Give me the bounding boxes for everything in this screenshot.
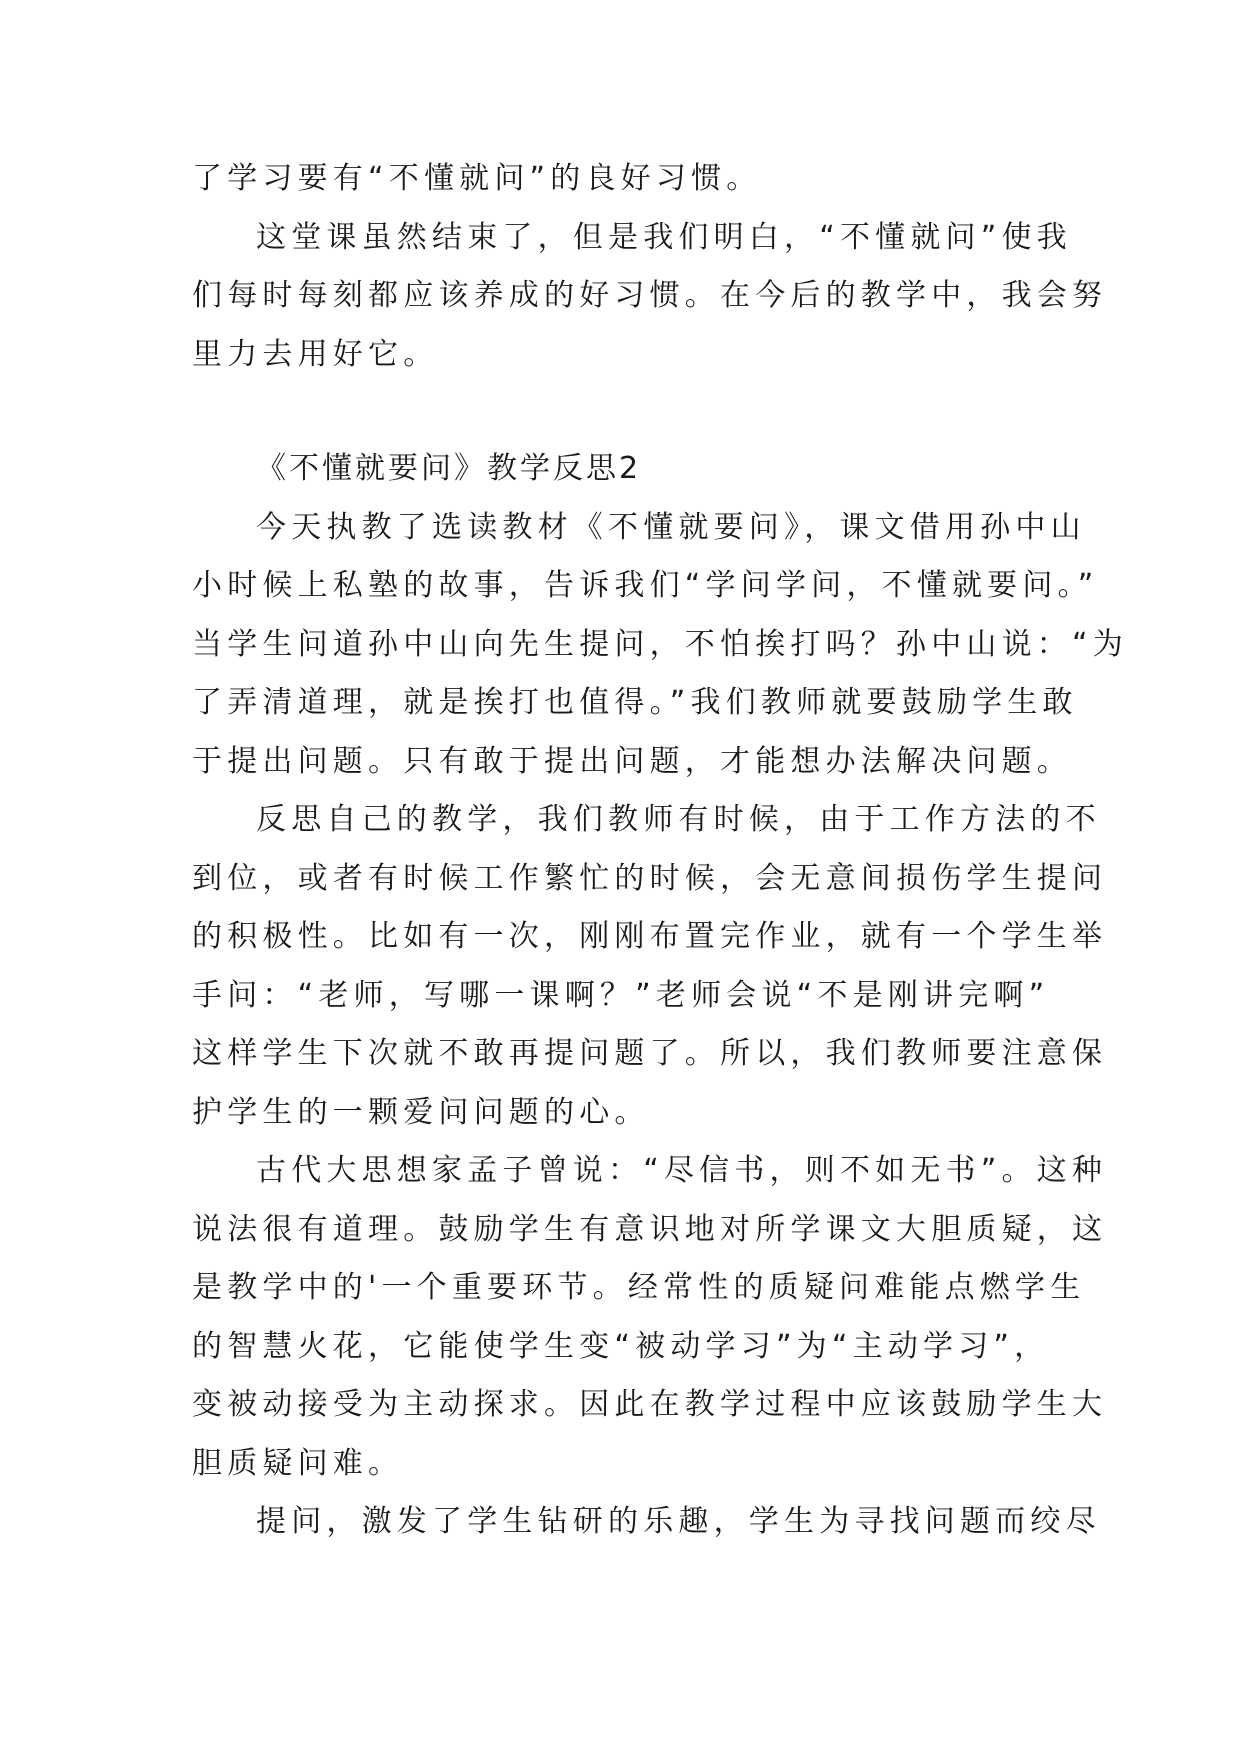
text-line: 变被动接受为主动探求。因此在教学过程中应该鼓励学生大 bbox=[192, 1387, 1108, 1422]
text-line: 手问：“老师，写哪一课啊？”老师会说“不是刚讲完啊” bbox=[192, 977, 1050, 1013]
text-line: 提问，激发了学生钻研的乐趣，学生为寻找问题而绞尽 bbox=[256, 1504, 1101, 1539]
text-line: 里力去用好它。 bbox=[192, 336, 439, 372]
paragraph-3 bbox=[192, 499, 1128, 792]
section-heading: 《不懂就要问》教学反思2 bbox=[256, 451, 642, 486]
text-line: 的智慧火花，它能使学生变“被动学习”为“主动学习”， bbox=[192, 1328, 1050, 1364]
paragraph-1 bbox=[192, 150, 1064, 209]
paragraph-6 bbox=[192, 1493, 1101, 1552]
text-line: 胆质疑问难。 bbox=[192, 1445, 404, 1481]
text-line: 当学生问道孙中山向先生提问，不怕挨打吗？孙中山说：“为 bbox=[192, 626, 1128, 662]
paragraph-5 bbox=[192, 1142, 1108, 1493]
text-line: 说法很有道理。鼓励学生有意识地对所学课文大胆质疑，这 bbox=[192, 1211, 1108, 1247]
text-line: 是教学中的'一个重要环节。经常性的质疑问难能点燃学生 bbox=[192, 1270, 1086, 1305]
text-line: 今天执教了选读教材《不懂就要问》，课文借用孙中山 bbox=[256, 509, 1086, 545]
text-line: 到位，或者有时候工作繁忙的时候，会无意间损伤学生提问 bbox=[192, 860, 1108, 896]
text-line: 了弄清道理，就是挨打也值得。”我们教师就要鼓励学生敢 bbox=[192, 685, 1078, 720]
text-line: 反思自己的教学，我们教师有时候，由于工作方法的不 bbox=[256, 802, 1101, 837]
text-line: 小时候上私塾的故事，告诉我们“学问学问，不懂就要问。” bbox=[192, 568, 1099, 603]
text-line: 于提出问题。只有敢于提出问题，才能想办法解决问题。 bbox=[192, 743, 1072, 779]
text-line: 这样学生下次就不敢再提问题了。所以，我们教师要注意保 bbox=[192, 1036, 1108, 1071]
section-title bbox=[192, 440, 1064, 499]
text-line: 这堂课虽然结束了，但是我们明白，“不懂就问”使我 bbox=[256, 219, 1072, 255]
document-page bbox=[192, 150, 1128, 1552]
text-line: 古代大思想家孟子曾说：“尽信书，则不如无书”。这种 bbox=[256, 1153, 1108, 1188]
text-line: 了学习要有“不懂就问”的良好习惯。 bbox=[192, 161, 762, 196]
text-line: 们每时每刻都应该养成的好习惯。在今后的教学中，我会努 bbox=[192, 278, 1108, 313]
paragraph-4 bbox=[192, 791, 1108, 1142]
section-gap bbox=[192, 384, 1064, 440]
text-line: 的积极性。比如有一次，刚刚布置完作业，就有一个学生举 bbox=[192, 919, 1108, 954]
text-line: 护学生的一颗爱问问题的心。 bbox=[192, 1094, 650, 1130]
paragraph-2 bbox=[192, 209, 1108, 385]
